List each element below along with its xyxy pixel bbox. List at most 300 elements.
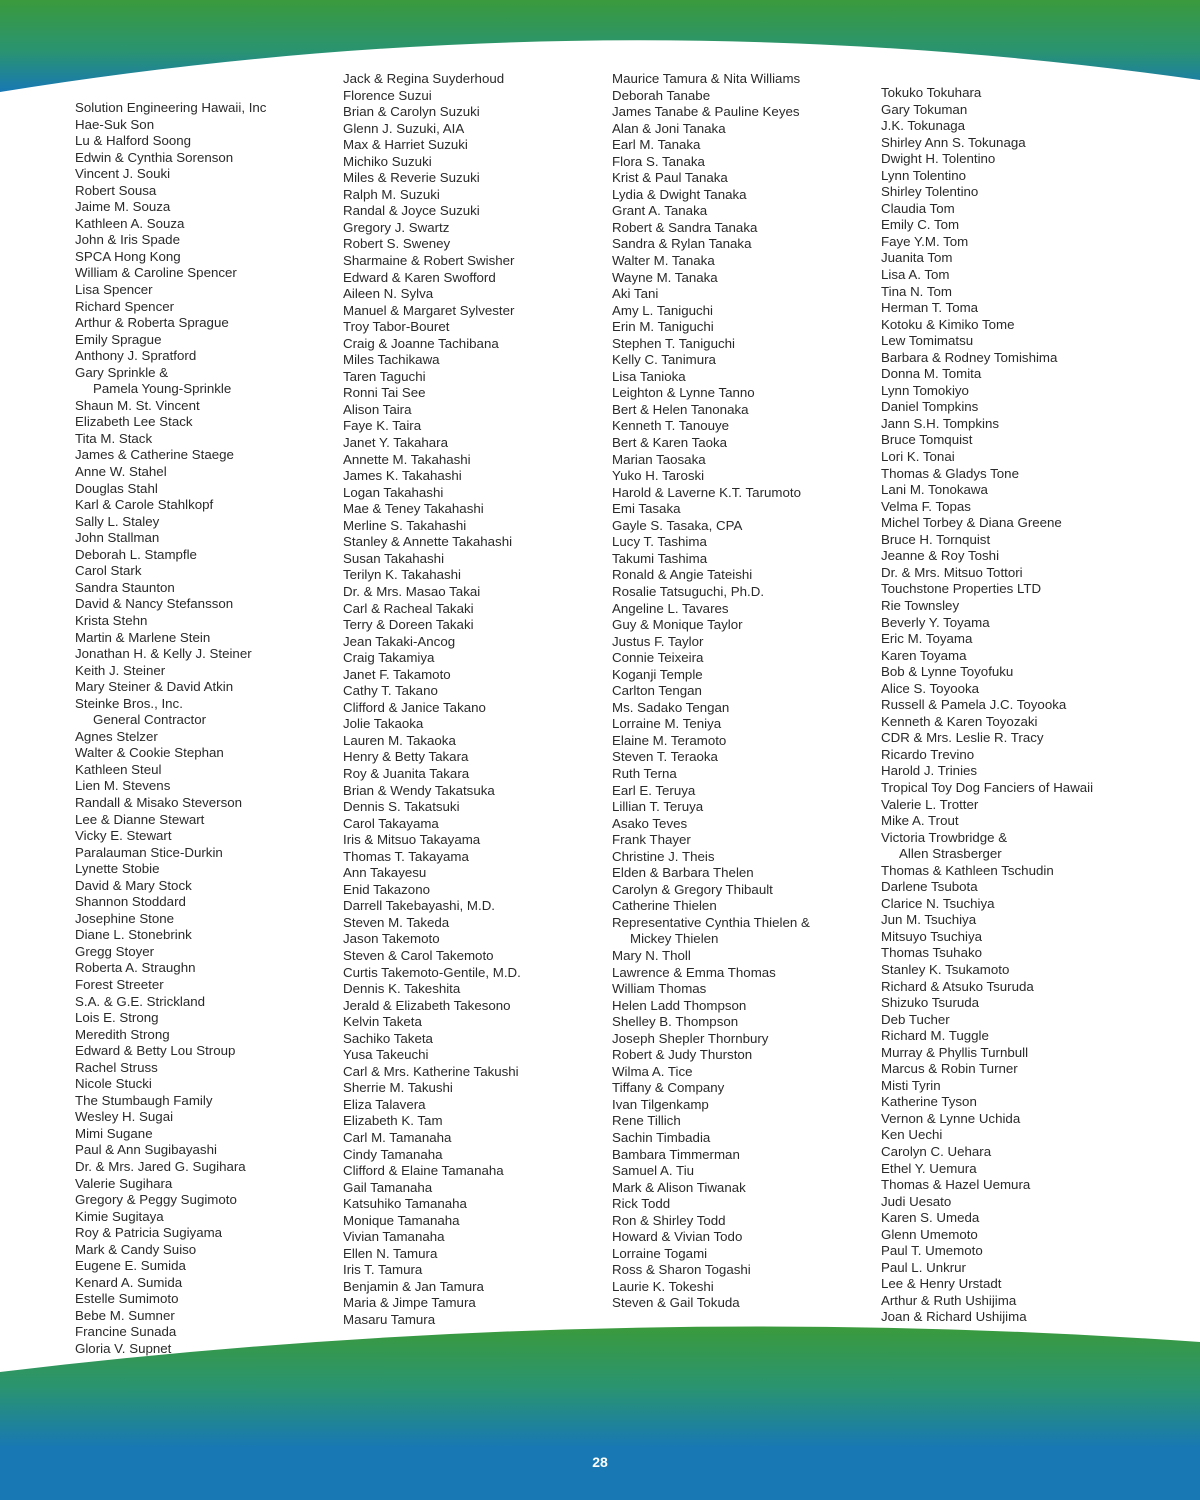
donor-name: Richard M. Tuggle (881, 1028, 989, 1044)
donor-name: Donna M. Tomita (881, 366, 982, 382)
donor-name: Amy L. Taniguchi (612, 302, 714, 318)
donor-name: Gregory J. Swartz (343, 219, 450, 235)
donor-name: Helen Ladd Thompson (612, 997, 747, 1013)
donor-name: Lydia & Dwight Tanaka (612, 186, 747, 202)
donor-name: Edward & Karen Swofford (343, 269, 496, 285)
donor-name: Gayle S. Tasaka, CPA (612, 517, 743, 533)
donor-name: Lorraine Togami (612, 1245, 708, 1261)
donor-name: Frank Thayer (612, 832, 691, 848)
donor-name: Shirley Tolentino (881, 184, 979, 200)
donor-name: Lauren M. Takaoka (343, 732, 456, 748)
donor-name: Asako Teves (612, 815, 688, 831)
donor-name: Michel Torbey & Diana Greene (881, 515, 1062, 531)
donor-name: Taren Taguchi (343, 368, 426, 384)
donor-name: Leighton & Lynne Tanno (612, 385, 755, 401)
donor-name: Robert S. Sweney (343, 236, 451, 252)
donor-name: Marian Taosaka (612, 451, 706, 467)
donor-name: Randal & Joyce Suzuki (343, 203, 480, 219)
donor-name: Richard & Atsuko Tsuruda (881, 978, 1034, 994)
donor-name: Alison Taira (343, 401, 412, 417)
donor-name: Glenn J. Suzuki, AIA (343, 120, 465, 136)
donor-name: Paralauman Stice-Durkin (75, 844, 223, 860)
donor-name: David & Nancy Stefansson (75, 596, 234, 612)
donor-name: Gary Tokuman (881, 101, 968, 117)
donor-name: Kenard A. Sumida (75, 1274, 183, 1290)
donor-name: Elden & Barbara Thelen (612, 865, 754, 881)
donor-name: Herman T. Toma (881, 300, 979, 316)
donor-name: Elizabeth K. Tam (343, 1113, 443, 1129)
donor-name: Allen Strasberger (899, 846, 1002, 862)
donor-name: Thomas & Hazel Uemura (881, 1177, 1031, 1193)
donor-name: Kathleen Steul (75, 761, 162, 777)
donor-name: Paul & Ann Sugibayashi (75, 1142, 217, 1158)
donor-name: Richard Spencer (75, 298, 175, 314)
donor-name: Mitsuyo Tsuchiya (881, 928, 982, 944)
donor-name: Michiko Suzuki (343, 153, 432, 169)
page-number: 28 (592, 1454, 608, 1470)
donor-name: Jack & Regina Suyderhoud (343, 71, 505, 86)
donor-name: Guy & Monique Taylor (612, 617, 743, 633)
donor-name: Anne W. Stahel (75, 464, 167, 480)
donor-name: Iris T. Tamura (343, 1262, 423, 1278)
donor-name: Carl M. Tamanaha (343, 1130, 452, 1145)
donor-name: Kenneth & Karen Toyozaki (881, 713, 1038, 729)
donor-name: Lynn Tomokiyo (881, 382, 969, 398)
donor-name: Koganji Temple (612, 666, 703, 682)
donor-name: Thomas Tsuhako (881, 945, 983, 961)
donor-name: Darlene Tsubota (881, 879, 978, 895)
donor-name: Roberta A. Straughn (75, 960, 196, 976)
donor-name: Masaru Tamura (343, 1312, 436, 1328)
donor-name: Lee & Dianne Stewart (75, 811, 205, 827)
donor-name: Bert & Karen Taoka (612, 435, 728, 451)
donor-name: Clifford & Elaine Tamanaha (343, 1163, 504, 1179)
donor-name: Kelly C. Tanimura (612, 352, 716, 368)
donor-name: Hae-Suk Son (75, 116, 155, 132)
donor-name: Victoria Trowbridge & (881, 829, 1008, 845)
donor-name: Ralph M. Suzuki (343, 186, 440, 202)
donor-name: Kelvin Taketa (343, 1014, 422, 1030)
donor-name: Stanley K. Tsukamoto (881, 961, 1010, 977)
donor-name: Mickey Thielen (630, 931, 719, 947)
donor-name: Sandra Staunton (75, 579, 175, 595)
donor-name: Lynette Stobie (75, 861, 160, 877)
donor-name: Logan Takahashi (343, 484, 444, 500)
donor-name: Clarice N. Tsuchiya (881, 895, 995, 911)
donor-name: Carl & Racheal Takaki (343, 600, 474, 616)
donor-name: CDR & Mrs. Leslie R. Tracy (881, 730, 1044, 746)
donor-name: Representative Cynthia Thielen & (612, 914, 810, 930)
donor-name: Manuel & Margaret Sylvester (343, 302, 515, 318)
donor-name: Barbara & Rodney Tomishima (881, 349, 1058, 365)
donor-name: Ronald & Angie Tateishi (612, 567, 753, 583)
donor-name: Lisa A. Tom (881, 267, 950, 283)
donor-name: Iris & Mitsuo Takayama (343, 832, 481, 848)
donor-name: Tokuko Tokuhara (881, 85, 982, 100)
donor-name: SPCA Hong Kong (75, 248, 181, 264)
donor-name: Thomas & Gladys Tone (881, 465, 1019, 481)
donor-name: Edwin & Cynthia Sorenson (75, 149, 234, 165)
donor-name: Tita M. Stack (75, 430, 153, 446)
donor-name: Janet Y. Takahara (343, 435, 448, 451)
donor-name: Kenneth T. Tanouye (612, 418, 730, 434)
donor-name: Dwight H. Tolentino (881, 151, 996, 167)
donor-name: Kotoku & Kimiko Tome (881, 316, 1015, 332)
donor-name: Ann Takayesu (343, 865, 427, 881)
donor-name: Arthur & Ruth Ushijima (881, 1292, 1017, 1308)
donor-name: Daniel Tompkins (881, 399, 979, 415)
donor-name: Curtis Takemoto-Gentile, M.D. (343, 964, 521, 980)
donor-name: James K. Takahashi (343, 468, 462, 484)
donor-name: Lawrence & Emma Thomas (612, 964, 776, 980)
donor-name: Josephine Stone (75, 910, 175, 926)
donor-name: Lu & Halford Soong (75, 133, 192, 149)
donor-name: Martin & Marlene Stein (75, 629, 211, 645)
donor-name: Steven T. Teraoka (612, 749, 718, 765)
donor-name: Troy Tabor-Bouret (343, 319, 450, 335)
donor-name: Paul T. Umemoto (881, 1243, 983, 1259)
donor-name: Darrell Takebayashi, M.D. (343, 898, 495, 914)
donor-name: Bruce H. Tornquist (881, 531, 991, 547)
donor-name: Sharmaine & Robert Swisher (343, 253, 515, 269)
donor-name: Dennis K. Takeshita (343, 981, 461, 997)
donor-name: Russell & Pamela J.C. Toyooka (881, 697, 1067, 713)
donor-name: Brian & Carolyn Suzuki (343, 104, 480, 120)
donor-name: Katsuhiko Tamanaha (343, 1196, 467, 1212)
donor-name: Yusa Takeuchi (343, 1047, 429, 1063)
donor-name: Rene Tillich (612, 1113, 681, 1129)
donor-name: Sachiko Taketa (343, 1030, 433, 1046)
donor-name: Miles Tachikawa (343, 352, 440, 368)
donor-name: Emi Tasaka (612, 501, 681, 517)
donor-name: Robert Sousa (75, 182, 157, 198)
donor-name: Keith J. Steiner (75, 662, 166, 678)
donor-name: Justus F. Taylor (612, 633, 704, 649)
donor-column-3 (612, 71, 874, 1312)
donor-name: Jean Takaki-Ancog (343, 633, 456, 649)
donor-name: Terry & Doreen Takaki (343, 617, 474, 633)
donor-name: William Thomas (612, 981, 707, 997)
donor-name: Gregg Stoyer (75, 943, 155, 959)
donor-name: Estelle Sumimoto (75, 1291, 179, 1307)
donor-name: Merline S. Takahashi (343, 517, 467, 533)
donor-name: Tropical Toy Dog Fanciers of Hawaii (881, 779, 1094, 795)
donor-name: John Stallman (75, 530, 160, 546)
donor-name: Lien M. Stevens (75, 778, 171, 794)
donor-name: Lisa Tanioka (612, 368, 686, 384)
donor-name: James Tanabe & Pauline Keyes (612, 104, 800, 120)
donor-name: Walter M. Tanaka (612, 253, 715, 269)
donor-name: Jun M. Tsuchiya (881, 912, 977, 928)
donor-name: Harold J. Trinies (881, 763, 978, 779)
donor-name: Christine J. Theis (612, 848, 715, 864)
donor-name: Touchstone Properties LTD (881, 581, 1042, 597)
donor-name: Edward & Betty Lou Stroup (75, 1043, 236, 1059)
donor-name: Ronni Tai See (343, 385, 426, 401)
donor-name: Faye K. Taira (343, 418, 422, 434)
donor-name: Eugene E. Sumida (75, 1258, 186, 1274)
donor-name: Lori K. Tonai (881, 449, 955, 465)
donor-name: Ethel Y. Uemura (881, 1160, 977, 1176)
donor-name: Solution Engineering Hawaii, Inc (75, 100, 267, 115)
donor-name: Thomas & Kathleen Tschudin (881, 862, 1054, 878)
donor-name: Dr. & Mrs. Mitsuo Tottori (881, 564, 1023, 580)
donor-name: Deb Tucher (881, 1011, 950, 1027)
donor-name: Takumi Tashima (612, 550, 708, 566)
donor-name: General Contractor (93, 712, 207, 728)
donor-name: Dennis S. Takatsuki (343, 799, 460, 815)
donor-name: Robert & Judy Thurston (612, 1047, 753, 1063)
donor-name: Craig & Joanne Tachibana (343, 335, 499, 351)
donor-name: Velma F. Topas (881, 498, 971, 514)
donor-name: Ms. Sadako Tengan (612, 699, 730, 715)
donor-name: Shaun M. St. Vincent (75, 397, 200, 413)
donor-name: Wesley H. Sugai (75, 1109, 174, 1125)
donor-name: Bambara Timmerman (612, 1146, 740, 1162)
donor-name: Howard & Vivian Todo (612, 1229, 743, 1245)
donor-name: Bob & Lynne Toyofuku (881, 664, 1014, 680)
donor-name: Craig Takamiya (343, 650, 435, 666)
donor-name: Bebe M. Sumner (75, 1307, 175, 1323)
donor-name: Maria & Jimpe Tamura (343, 1295, 476, 1311)
donor-name: Erin M. Taniguchi (612, 319, 714, 335)
donor-name: Agnes Stelzer (75, 728, 158, 744)
donor-name: Ellen N. Tamura (343, 1245, 438, 1261)
donor-name: Mimi Sugane (75, 1125, 153, 1141)
donor-name: Elaine M. Teramoto (612, 732, 727, 748)
donor-name: Jason Takemoto (343, 931, 440, 947)
donor-name: Carlton Tengan (612, 683, 702, 699)
donor-name: Vincent J. Souki (75, 166, 171, 182)
donor-name: Lois E. Strong (75, 1010, 159, 1026)
donor-name: Mary N. Tholl (612, 947, 691, 963)
donor-name: Mae & Teney Takahashi (343, 501, 484, 517)
donor-name: Flora S. Tanaka (612, 153, 705, 169)
donor-name: J.K. Tokunaga (881, 118, 966, 134)
donor-name: Bruce Tomquist (881, 432, 973, 448)
donor-name: Gary Sprinkle & (75, 364, 169, 380)
donor-name: Roy & Patricia Sugiyama (75, 1225, 223, 1241)
donor-name: Cindy Tamanaha (343, 1146, 443, 1162)
donor-name: Steven M. Takeda (343, 914, 450, 930)
donor-column-2 (343, 71, 605, 1329)
donor-name: The Stumbaugh Family (75, 1092, 213, 1108)
donor-name: Rick Todd (612, 1196, 671, 1212)
donor-name: Jerald & Elizabeth Takesono (343, 997, 511, 1013)
donor-name: Dr. & Mrs. Jared G. Sugihara (75, 1159, 246, 1174)
donor-name: Beverly Y. Toyama (881, 614, 990, 630)
donor-name: Robert & Sandra Tanaka (612, 219, 758, 235)
donor-name: Maurice Tamura & Nita Williams (612, 71, 801, 86)
donor-name: Janet F. Takamoto (343, 666, 451, 682)
donor-name: Walter & Cookie Stephan (75, 745, 224, 761)
donor-name: Ken Uechi (881, 1127, 943, 1143)
donor-name: Forest Streeter (75, 976, 164, 992)
donor-name: Krist & Paul Tanaka (612, 170, 728, 186)
donor-name: Emily Sprague (75, 331, 162, 347)
donor-name: Catherine Thielen (612, 898, 717, 914)
donor-name: Florence Suzui (343, 87, 432, 103)
donor-name: Gloria V. Supnet (75, 1341, 172, 1357)
donor-name: Arthur & Roberta Sprague (75, 315, 229, 331)
donor-name: Lillian T. Teruya (612, 799, 704, 815)
donor-name: Gail Tamanaha (343, 1179, 433, 1195)
donor-name: Anthony J. Spratford (75, 348, 197, 364)
donor-name: Ross & Sharon Togashi (612, 1262, 751, 1278)
donor-name: Faye Y.M. Tom (881, 233, 969, 249)
donor-name: Mark & Candy Suiso (75, 1241, 197, 1257)
donor-name: Terilyn K. Takahashi (343, 567, 462, 583)
donor-name: Nicole Stucki (75, 1076, 152, 1092)
donor-name: Carolyn & Gregory Thibault (612, 881, 773, 897)
donor-name: Elizabeth Lee Stack (75, 414, 193, 430)
donor-name: Jonathan H. & Kelly J. Steiner (75, 646, 252, 662)
donor-name: Jann S.H. Tompkins (881, 415, 1000, 431)
donor-name: Lee & Henry Urstadt (881, 1276, 1002, 1292)
donor-name: Shelley B. Thompson (612, 1014, 739, 1030)
donor-name: Grant A. Tanaka (612, 203, 708, 219)
donor-name: Thomas T. Takayama (343, 848, 469, 864)
donor-name: Katherine Tyson (881, 1094, 977, 1110)
donor-name: Lew Tomimatsu (881, 333, 974, 349)
donor-name: Harold & Laverne K.T. Tarumoto (612, 484, 801, 500)
donor-name: Steven & Gail Tokuda (612, 1295, 740, 1311)
donor-name: Laurie K. Tokeshi (612, 1278, 714, 1294)
donor-name: Monique Tamanaha (343, 1212, 460, 1228)
donor-name: Lani M. Tonokawa (881, 482, 988, 498)
donor-name: Diane L. Stonebrink (75, 927, 192, 943)
donor-name: Claudia Tom (881, 200, 955, 216)
donor-name: Brian & Wendy Takatsuka (343, 782, 495, 798)
donor-name: Jeanne & Roy Toshi (881, 548, 1000, 564)
donor-name: John & Iris Spade (75, 232, 180, 248)
donor-name: Shizuko Tsuruda (881, 995, 980, 1011)
donor-name: Pamela Young-Sprinkle (93, 381, 232, 397)
donor-name: Mary Steiner & David Atkin (75, 679, 234, 695)
donor-name: Tina N. Tom (881, 283, 952, 299)
donor-name: Angeline L. Tavares (612, 600, 729, 616)
donor-name: Deborah L. Stampfle (75, 546, 197, 562)
donor-name: Sachin Timbadia (612, 1130, 711, 1145)
donor-name: Eric M. Toyama (881, 631, 973, 647)
donor-name: Valerie L. Trotter (881, 796, 979, 812)
donor-name: Cathy T. Takano (343, 683, 438, 699)
donor-name: Max & Harriet Suzuki (343, 137, 468, 153)
donor-name: Douglas Stahl (75, 480, 158, 496)
donor-name: Wayne M. Tanaka (612, 269, 718, 285)
donor-name: Alice S. Toyooka (881, 680, 980, 696)
donor-name: Karen S. Umeda (881, 1210, 980, 1226)
donor-name: Meredith Strong (75, 1026, 170, 1042)
donor-name: Randall & Misako Steverson (75, 794, 243, 810)
donor-name: Sherrie M. Takushi (343, 1080, 453, 1096)
donor-name: Krista Stehn (75, 612, 148, 628)
donor-name: Stephen T. Taniguchi (612, 335, 735, 351)
donor-name: Bert & Helen Tanonaka (612, 401, 749, 417)
donor-name: Shannon Stoddard (75, 894, 186, 910)
donor-name: Carl & Mrs. Katherine Takushi (343, 1063, 519, 1079)
donor-name: Aileen N. Sylva (343, 286, 434, 302)
donor-name: Kimie Sugitaya (75, 1208, 164, 1224)
donor-name: William & Caroline Spencer (75, 265, 237, 281)
donor-name: Sandra & Rylan Tanaka (612, 236, 752, 252)
donor-name: Vicky E. Stewart (75, 828, 172, 844)
donor-name: Karen Toyama (881, 647, 967, 663)
donor-name: Gregory & Peggy Sugimoto (75, 1192, 237, 1208)
donor-name: Karl & Carole Stahlkopf (75, 497, 214, 513)
donor-name: Susan Takahashi (343, 550, 445, 566)
donor-name: Roy & Juanita Takara (343, 765, 470, 781)
donor-name: Ivan Tilgenkamp (612, 1096, 709, 1112)
donor-name: Mark & Alison Tiwanak (612, 1179, 746, 1195)
donor-name: Earl E. Teruya (612, 782, 696, 798)
donor-name: Murray & Phyllis Turnbull (881, 1044, 1029, 1060)
donor-name: Aki Tani (612, 286, 659, 302)
donor-column-4 (881, 85, 1143, 1326)
donor-name: David & Mary Stock (75, 877, 192, 893)
donor-name: Valerie Sugihara (75, 1175, 173, 1191)
donor-name: Joseph Shepler Thornbury (612, 1030, 769, 1046)
donor-name: Ruth Terna (612, 765, 677, 781)
donor-name: Marcus & Robin Turner (881, 1061, 1018, 1077)
donor-name: Ron & Shirley Todd (612, 1212, 726, 1228)
donor-name: Samuel A. Tiu (612, 1163, 695, 1179)
donor-name: Annette M. Takahashi (343, 451, 471, 467)
donor-name: Rosalie Tatsuguchi, Ph.D. (612, 583, 765, 599)
donor-name: Misti Tyrin (881, 1077, 941, 1093)
donor-name: Earl M. Tanaka (612, 137, 701, 153)
donor-name: Dr. & Mrs. Masao Takai (343, 583, 481, 599)
donor-name: Lucy T. Tashima (612, 534, 707, 550)
donor-name: Jolie Takaoka (343, 716, 424, 732)
donor-name: Carol Takayama (343, 815, 439, 831)
donor-name: Alan & Joni Tanaka (612, 120, 726, 136)
donor-name: Connie Teixeira (612, 650, 704, 666)
donor-name: Steven & Carol Takemoto (343, 947, 494, 963)
donor-name: Joan & Richard Ushijima (881, 1309, 1027, 1325)
donor-name: Deborah Tanabe (612, 87, 711, 103)
donor-name: Kathleen A. Souza (75, 215, 185, 231)
donor-name: Rachel Struss (75, 1059, 158, 1075)
donor-name: Vernon & Lynne Uchida (881, 1110, 1021, 1126)
donor-name: Jaime M. Souza (75, 199, 171, 215)
donor-name: Juanita Tom (881, 250, 953, 266)
donor-name: Rie Townsley (881, 597, 960, 613)
donor-name: Glenn Umemoto (881, 1226, 978, 1242)
donor-name: Mike A. Trout (881, 813, 959, 829)
donor-name: Steinke Bros., Inc. (75, 695, 183, 711)
donor-name: Francine Sunada (75, 1324, 177, 1340)
donor-name: Tiffany & Company (612, 1080, 725, 1096)
donor-name: Yuko H. Taroski (612, 468, 705, 484)
donor-name: Lynn Tolentino (881, 167, 967, 183)
donor-name: Shirley Ann S. Tokunaga (881, 134, 1026, 150)
donor-name: Wilma A. Tice (612, 1063, 693, 1079)
donor-name: Clifford & Janice Takano (343, 699, 486, 715)
donor-name: Enid Takazono (343, 881, 430, 897)
donor-name: Sally L. Staley (75, 513, 160, 529)
donor-name: Miles & Reverie Suzuki (343, 170, 480, 186)
donor-name: Judi Uesato (881, 1193, 952, 1209)
donor-name: Henry & Betty Takara (343, 749, 469, 765)
donor-name: Vivian Tamanaha (343, 1229, 445, 1245)
donor-name: Emily C. Tom (881, 217, 960, 233)
donor-name: Benjamin & Jan Tamura (343, 1278, 484, 1294)
donor-name: Lorraine M. Teniya (612, 716, 722, 732)
donor-name: Ricardo Trevino (881, 746, 975, 762)
donor-name: Stanley & Annette Takahashi (343, 534, 513, 550)
donor-name: Paul L. Unkrur (881, 1259, 966, 1275)
